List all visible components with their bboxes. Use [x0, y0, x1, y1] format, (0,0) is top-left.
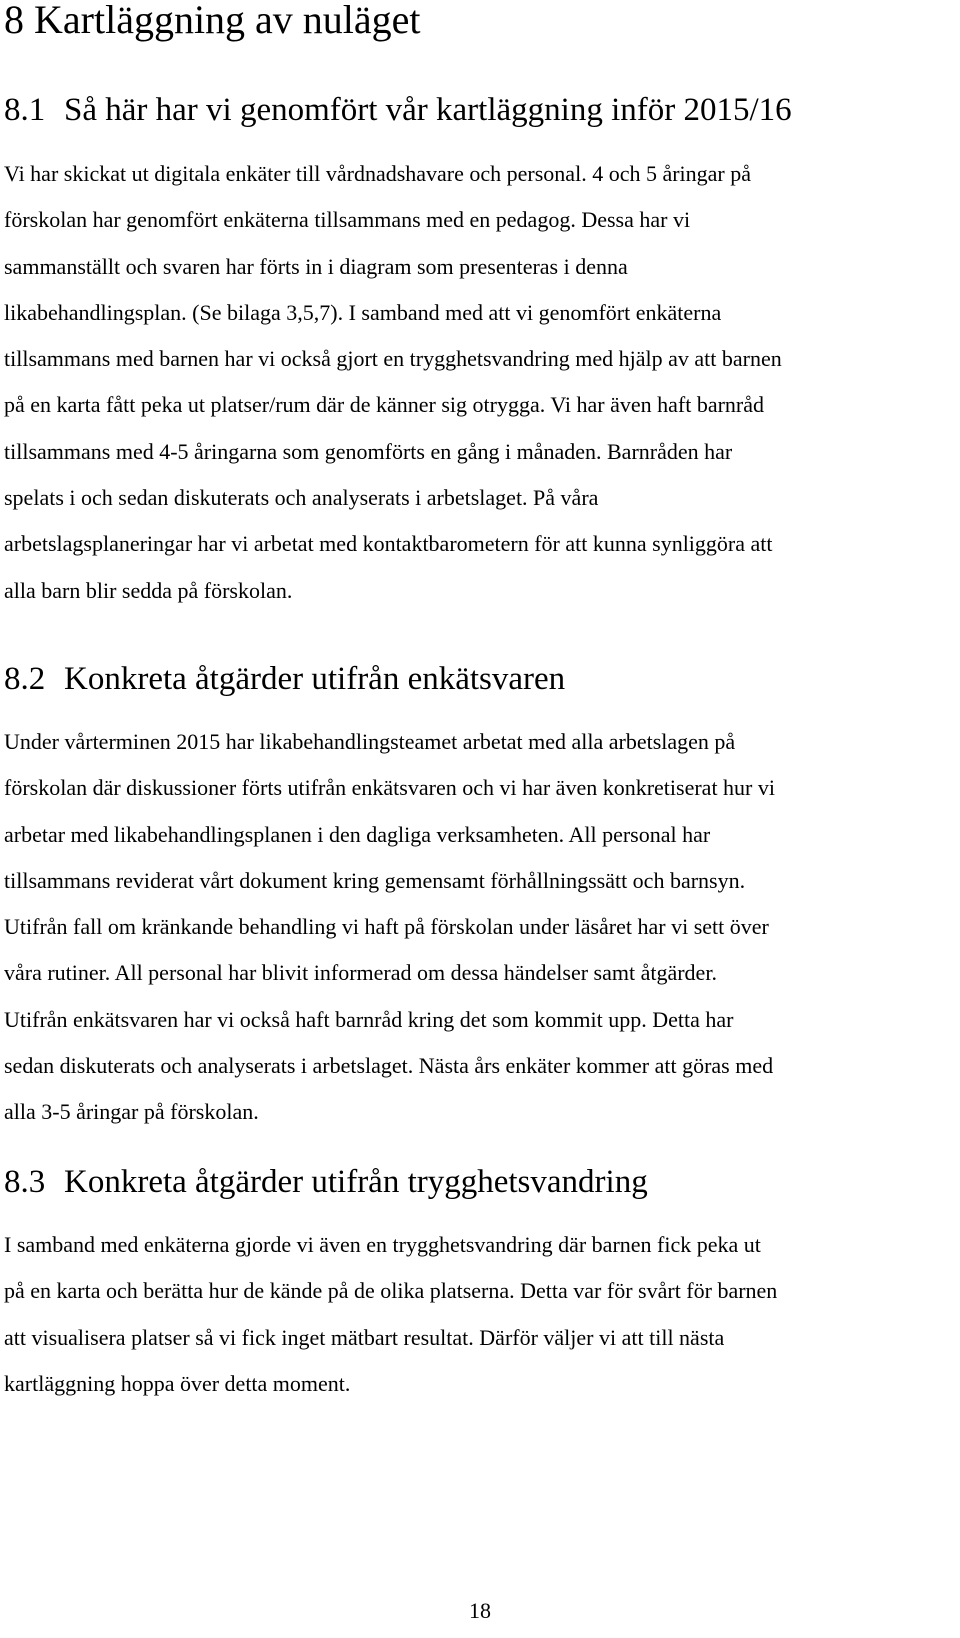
section-body-8-3: I samband med enkäterna gjorde vi även en trygghetsvandring där barnen fick peka ut på en karta och berätta hur de kände på de olika platserna. Detta var för svårt för barnen att visualisera platser så vi fick inget mätbart resultat. Därför väljer vi att till nästa kartläggning hoppa över detta moment.	[4, 1232, 778, 1396]
section-number: 8.3	[4, 1164, 46, 1200]
section-body-8-2: Under vårterminen 2015 har likabehandlingsteamet arbetat med alla arbetslagen på förskolan där diskussioner förts utifrån enkätsvaren och vi har även konkretiserat hur vi arbetar med likabehandlingsplanen i den dagliga verksamheten. All personal har tillsammans reviderat vårt dokument kring gemensamt förhållningssätt och barnsyn. Utifrån fall om kränkande behandling vi haft på förskolan under läsåret har vi sett över våra rutiner. All personal har blivit informerad om dessa händelser samt åtgärder. Utifrån enkätsvaren har vi också haft barnråd kring det som kommit upp. Detta har sedan diskuterats och analyserats i arbetslaget. Nästa års enkäter kommer att göras med alla 3-5 åringar på förskolan.	[4, 729, 775, 1125]
section-heading-8-2	[4, 659, 565, 699]
section-number: 8.2	[4, 661, 46, 697]
chapter-title: Kartläggning av nuläget	[34, 0, 421, 42]
section-body-8-1: Vi har skickat ut digitala enkäter till vårdnadshavare och personal. 4 och 5 åringar på förskolan har genomfört enkäterna tillsammans med en pedagog. Dessa har vi sammanställt och svaren har förts in i diagram som presenteras i denna likabehandlingsplan. (Se bilaga 3,5,7). I samband med att vi genomfört enkäterna tillsammans med barnen har vi också gjort en trygghetsvandring med hjälp av att barnen på en karta fått peka ut platser/rum där de känner sig otrygga. Vi har även haft barnråd tillsammans med 4-5 åringarna som genomförts en gång i månaden. Barnråden har spelats i och sedan diskuterats och analyserats i arbetslaget. På våra arbetslagsplaneringar har vi arbetat med kontaktbarometern för att kunna synliggöra att alla barn blir sedda på förskolan.	[4, 161, 782, 603]
section-title: Konkreta åtgärder utifrån trygghetsvandring	[64, 1164, 648, 1200]
page-number: 18	[469, 1598, 491, 1623]
chapter-number: 8	[4, 0, 24, 42]
section-heading-8-3	[4, 1162, 648, 1202]
section-title: Konkreta åtgärder utifrån enkätsvaren	[64, 661, 566, 697]
section-number: 8.1	[4, 92, 46, 128]
section-heading-8-1	[4, 90, 792, 130]
section-title: Så här har vi genomfört vår kartläggning inför 2015/16	[64, 92, 792, 128]
chapter-heading	[4, 0, 421, 44]
